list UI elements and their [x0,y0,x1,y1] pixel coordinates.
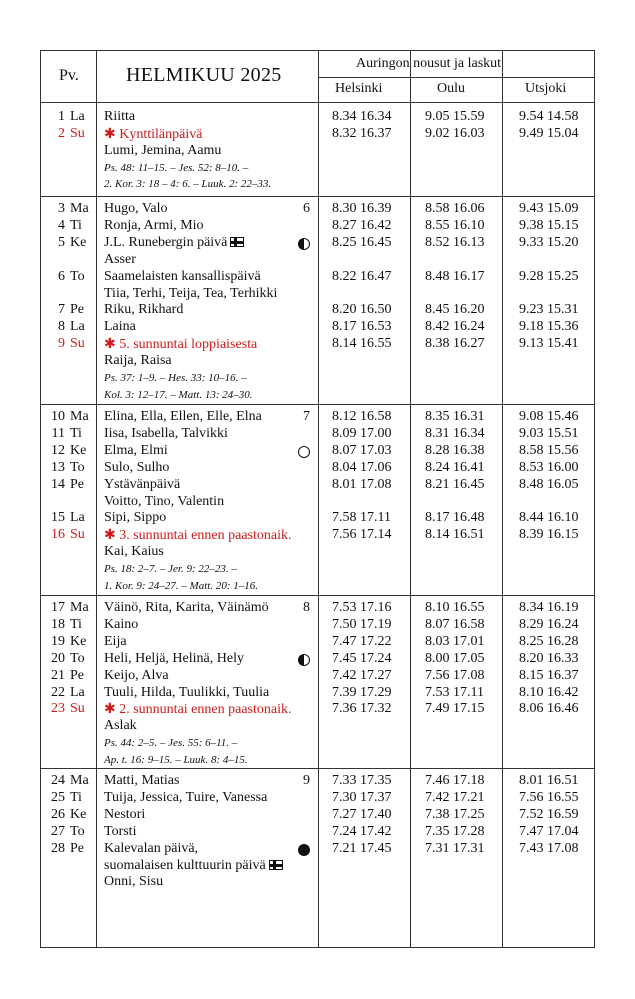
sun-times: 7.39 17.29 [332,684,392,700]
week-divider [41,404,594,405]
sun-header-divider [318,77,594,78]
sun-times: 8.34 16.34 [332,109,392,124]
sun-times: 8.32 16.37 [332,125,392,141]
weekday: Ke [70,442,87,458]
sun-times: 8.07 16.58 [425,616,485,632]
sun-times: 7.36 17.32 [332,701,392,717]
weekday: Ke [70,234,87,250]
city-utsjoki: Utsjoki [525,81,567,96]
sun-times: 8.07 17.03 [332,442,392,458]
week-divider [41,595,594,596]
calendar-page [40,50,595,948]
name-line [104,443,168,459]
day-number: 14 [51,476,65,492]
sun-times: 8.01 17.08 [332,476,392,492]
sun-times: 8.25 16.45 [332,234,392,250]
reading-line: Ps. 48: 11–15. – Jes. 52: 8–10. – [104,161,249,174]
name-text: ✱ Kynttilänpäivä [104,126,203,142]
sun-times: 8.14 16.55 [332,336,392,352]
divider-names-column [318,51,319,947]
name-text: Elma, Elmi [104,442,168,458]
name-line [104,807,145,823]
name-line [104,651,244,667]
day-number: 26 [51,806,65,822]
sun-times: 7.56 17.08 [425,667,485,683]
name-text: Tuuli, Hilda, Tuulikki, Tuulia [104,684,270,700]
day-number: 16 [51,527,65,543]
weekday: To [70,650,85,666]
name-text: Onni, Sisu [104,874,164,890]
name-line [104,790,267,806]
sun-times: 7.38 17.25 [425,806,485,822]
name-text: Tuija, Jessica, Tuire, Vanessa [104,789,268,805]
weekday: Pe [70,667,84,683]
name-line [104,617,138,633]
sun-times: 8.01 16.51 [519,773,579,788]
name-line [104,477,180,493]
day-number: 12 [51,442,65,458]
day-number: 19 [51,633,65,649]
name-line [104,409,262,425]
day-number: 5 [58,234,65,250]
day-number: 25 [51,789,65,805]
sun-times: 7.24 17.42 [332,823,392,839]
name-text: Matti, Matias [104,773,180,788]
sun-times: 8.28 16.38 [425,442,485,458]
sun-times: 7.53 17.16 [332,600,392,615]
name-line [104,319,136,335]
sun-times: 7.56 17.14 [332,527,392,543]
day-number: 2 [58,125,65,141]
weekday: Pe [70,302,84,318]
name-text: Asser [104,251,136,267]
name-line [104,460,169,476]
name-text: Ronja, Armi, Mio [104,217,204,233]
weekday: Ti [70,217,82,233]
sun-times: 8.22 16.47 [332,268,392,284]
weekday: La [70,109,85,124]
moon-phase-full-icon [298,446,310,458]
month-title: HELMIKUU 2025 [126,64,282,86]
name-text: Riku, Rikhard [104,302,184,318]
sun-times: 7.45 17.24 [332,650,392,666]
sun-times: 8.55 16.10 [425,217,485,233]
sun-times: 7.42 17.27 [332,667,392,683]
sun-times: 7.33 17.35 [332,773,392,788]
sun-times: 8.39 16.15 [519,527,579,543]
name-line [104,685,269,701]
sun-times: 8.00 17.05 [425,650,485,666]
sun-times: 8.29 16.24 [519,616,579,632]
weekday: La [70,510,85,526]
name-line [104,701,291,718]
day-number: 3 [58,201,65,216]
sun-times: 8.42 16.24 [425,319,485,335]
day-number: 6 [58,268,65,284]
name-text: Heli, Heljä, Helinä, Hely [104,650,244,666]
weekday: Ma [70,600,89,615]
day-number: 18 [51,616,65,632]
sun-times: 7.35 17.28 [425,823,485,839]
day-number: 27 [51,823,65,839]
name-text: Keijo, Alva [104,667,169,683]
name-line [104,302,183,318]
week-number: 8 [303,600,310,615]
name-line [104,824,136,840]
name-line [104,510,166,526]
sun-times: 9.38 15.15 [519,217,579,233]
name-line [104,718,137,734]
sun-times: 8.58 16.06 [425,201,485,216]
week-number: 6 [303,201,310,216]
sun-header-title: Auringon nousut ja laskut [356,56,502,71]
weekday: To [70,268,85,284]
name-text: suomalaisen kulttuurin päivä [104,857,266,873]
day-number: 4 [58,217,65,233]
weekday: Su [70,701,85,717]
name-text: Elina, Ella, Ellen, Elle, Elna [104,409,262,424]
sun-times: 7.49 17.15 [425,701,485,717]
name-line [104,109,135,125]
week-number: 7 [303,409,310,424]
reading-line: Ps. 37: 1–9. – Hes. 33: 10–16. – [104,372,247,384]
sun-times: 8.20 16.50 [332,302,392,318]
city-helsinki: Helsinki [335,81,383,96]
sun-times: 7.21 17.45 [332,840,392,856]
name-line [104,269,261,285]
sun-times: 8.31 16.34 [425,425,485,441]
sun-times: 8.04 17.06 [332,459,392,475]
sun-times: 8.03 17.01 [425,633,485,649]
sun-times: 9.18 15.36 [519,319,579,335]
sun-times: 9.43 15.09 [519,201,579,216]
name-text: Raija, Raisa [104,353,172,369]
sun-times: 8.17 16.53 [332,319,392,335]
sun-times: 9.08 15.46 [519,409,579,424]
sun-times: 7.46 17.18 [425,773,485,788]
sun-times: 7.31 17.31 [425,840,485,856]
divider-day-column [96,51,97,947]
sun-times: 8.52 16.13 [425,234,485,250]
sun-times: 9.03 15.51 [519,425,579,441]
day-number: 9 [58,336,65,352]
weekday: Pe [70,840,84,856]
sun-times: 8.34 16.19 [519,600,579,615]
name-line [104,874,163,890]
sun-times: 8.06 16.46 [519,701,579,717]
name-text: Laina [104,319,136,335]
sun-times: 8.15 16.37 [519,667,579,683]
sun-times: 9.33 15.20 [519,234,579,250]
reading-line: Ps. 44: 2–5. – Jes. 55: 6–11. – [104,737,238,750]
weekday: Ma [70,201,89,216]
sun-times: 7.47 17.22 [332,633,392,649]
name-text: Kalevalan päivä, [104,840,199,856]
name-text: Tiia, Terhi, Teija, Tea, Terhikki [104,285,278,301]
name-text: Voitto, Tino, Valentin [104,493,225,509]
sun-times: 8.35 16.31 [425,409,485,424]
sun-times: 8.20 16.33 [519,650,579,666]
sun-times: 7.52 16.59 [519,806,579,822]
weekday: Ti [70,789,82,805]
day-number: 21 [51,667,65,683]
day-number: 28 [51,840,65,856]
day-number: 22 [51,684,65,700]
name-text: Hugo, Valo [104,201,168,216]
weekday: Ma [70,409,89,424]
weekday: Ti [70,616,82,632]
divider-oulu-column [502,51,503,947]
name-text: Sipi, Sippo [104,510,167,526]
name-line [104,353,172,369]
name-text: Kai, Kaius [104,544,164,560]
sun-times: 8.38 16.27 [425,336,485,352]
pv-header: Pv. [59,67,79,84]
day-number: 15 [51,510,65,526]
week-number: 9 [303,773,310,788]
sun-times: 7.50 17.19 [332,616,392,632]
name-text: ✱ 2. sunnuntai ennen paastonaik. [104,702,292,718]
sun-times: 8.44 16.10 [519,510,579,526]
name-line [104,218,204,234]
header-divider [41,102,594,103]
divider-helsinki-column [410,51,411,947]
sun-times: 7.27 17.40 [332,806,392,822]
name-line [104,235,244,251]
name-line [104,527,291,544]
sun-times: 9.54 14.58 [519,109,579,124]
moon-phase-last-icon [298,238,310,250]
sun-times: 7.30 17.37 [332,789,392,805]
weekday: Su [70,125,85,141]
weekday: Ti [70,425,82,441]
name-text: Torsti [104,823,137,839]
sun-times: 8.48 16.17 [425,268,485,284]
name-text: Saamelaisten kansallispäivä [104,268,261,284]
reading-line: Kol. 3: 12–17. – Matt. 13: 24–30. [104,388,253,401]
sun-times: 7.58 17.11 [332,510,391,526]
sun-times: 8.10 16.42 [519,684,579,700]
name-text: Riitta [104,109,136,124]
sun-times: 7.42 17.21 [425,789,485,805]
sun-times: 8.09 17.00 [332,425,392,441]
weekday: La [70,319,85,335]
day-number: 23 [51,701,65,717]
sun-times: 7.53 17.11 [425,684,484,700]
finnish-flag-icon [230,237,244,247]
name-line [104,494,224,510]
day-number: 1 [58,109,65,124]
moon-phase-last-icon [298,654,310,666]
sun-times: 8.14 16.51 [425,527,485,543]
sun-times: 9.49 15.04 [519,125,579,141]
finnish-flag-icon [269,860,283,870]
sun-times: 8.30 16.39 [332,201,392,216]
name-line [104,426,228,442]
day-number: 24 [51,773,65,788]
weekday: La [70,684,85,700]
sun-times: 8.21 16.45 [425,476,485,492]
weekday: Su [70,336,85,352]
name-text: Sulo, Sulho [104,459,170,475]
name-line [104,286,277,302]
name-line [104,668,169,684]
sun-times: 7.43 17.08 [519,840,579,856]
name-text: Iisa, Isabella, Talvikki [104,425,228,441]
name-text: Lumi, Jemina, Aamu [104,142,222,158]
weekday: Ke [70,806,87,822]
day-number: 20 [51,650,65,666]
weekday: Pe [70,476,84,492]
weekday: To [70,459,85,475]
sun-times: 8.58 15.56 [519,442,579,458]
name-line [104,841,198,857]
name-text: Nestori [104,806,146,822]
weekday: Ke [70,633,87,649]
sun-times: 8.12 16.58 [332,409,392,424]
sun-times: 9.23 15.31 [519,302,579,318]
weekday: Su [70,527,85,543]
day-number: 8 [58,319,65,335]
name-line [104,201,168,217]
name-text: ✱ 5. sunnuntai loppiaisesta [104,337,258,353]
sun-times: 9.13 15.41 [519,336,579,352]
week-divider [41,768,594,769]
sun-times: 9.05 15.59 [425,109,485,124]
name-text: Ystävänpäivä [104,476,181,492]
name-line [104,126,202,143]
name-line [104,544,164,560]
name-line [104,773,179,789]
sun-times: 8.27 16.42 [332,217,392,233]
name-line [104,252,136,268]
sun-times: 7.47 17.04 [519,823,579,839]
day-number: 10 [51,409,65,424]
name-line [104,634,127,650]
name-text: Väinö, Rita, Karita, Väinämö [104,600,269,615]
sun-times: 9.02 16.03 [425,125,485,141]
name-text: Kaino [104,616,139,632]
weekday: To [70,823,85,839]
sun-times: 8.17 16.48 [425,510,485,526]
name-line [104,336,257,353]
sun-times: 8.10 16.55 [425,600,485,615]
sun-times: 9.28 15.25 [519,268,579,284]
name-line [104,143,221,159]
reading-line: 1. Kor. 9: 24–27. – Matt. 20: 1–16. [104,579,258,592]
name-text: Eija [104,633,127,649]
weekday: Ma [70,773,89,788]
day-number: 11 [51,425,65,441]
name-line [104,858,283,874]
name-text: ✱ 3. sunnuntai ennen paastonaik. [104,528,292,544]
sun-times: 7.56 16.55 [519,789,579,805]
reading-line: Ap. t. 16: 9–15. – Luuk. 8: 4–15. [104,753,248,766]
day-number: 7 [58,302,65,318]
day-number: 17 [51,600,65,615]
sun-times: 8.25 16.28 [519,633,579,649]
sun-times: 8.45 16.20 [425,302,485,318]
moon-phase-new-icon [298,844,310,856]
name-line [104,600,269,616]
name-text: Aslak [104,718,137,734]
sun-times: 8.53 16.00 [519,459,579,475]
reading-line: 2. Kor. 3: 18 – 4: 6. – Luuk. 2: 22–33. [104,178,272,191]
reading-line: Ps. 18: 2–7. – Jer. 9: 22–23. – [104,563,237,576]
day-number: 13 [51,459,65,475]
city-oulu: Oulu [437,81,465,96]
name-text: J.L. Runebergin päivä [104,234,228,250]
sun-times: 8.24 16.41 [425,459,485,475]
sun-times: 8.48 16.05 [519,476,579,492]
week-divider [41,196,594,197]
